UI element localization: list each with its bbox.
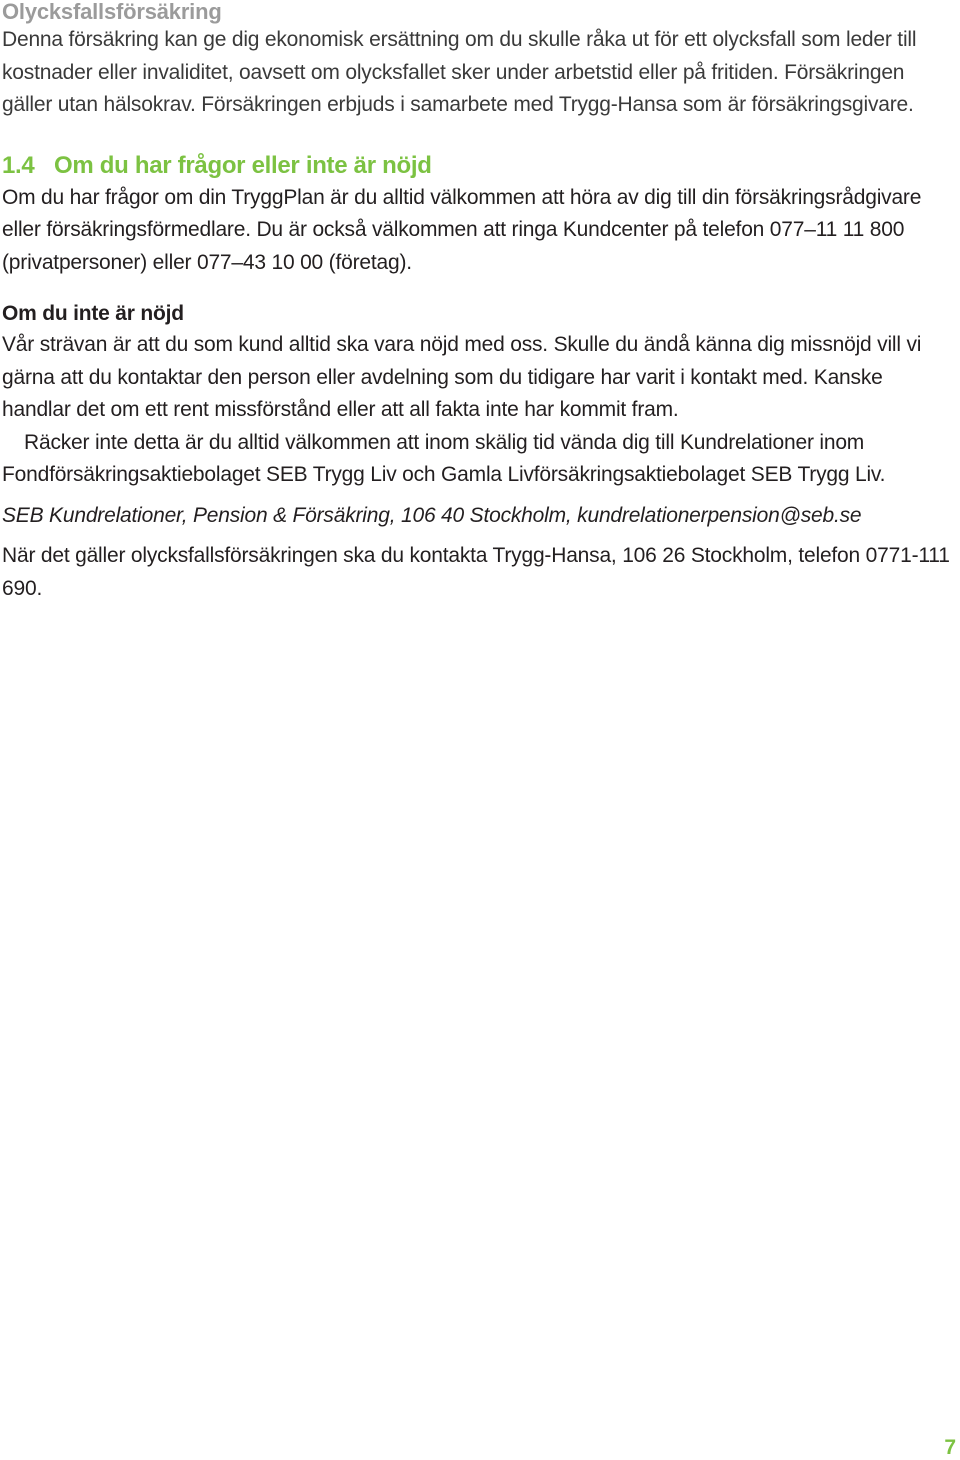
section-number: 1.4 [2,151,35,179]
not-satisfied-heading: Om du inte är nöjd [2,302,184,325]
section-title: Om du har frågor eller inte är nöjd [54,151,432,179]
insurance-body: Denna försäkring kan ge dig ekonomisk ersättning om du skulle råka ut för ett olycksfall som leder till kostnader eller invaliditet, oavsett om olycksfallet sker under arbetstid eller på fritiden. Försäkringen gäller utan hälsokrav. Försäkringen erbjuds i samarbete med Trygg-Hansa som är försäkringsgivare. [2,28,917,116]
insurance-heading: Olycksfallsförsäkring [2,0,222,24]
not-satisfied-paragraph-2: Räcker inte detta är du alltid välkommen att inom skälig tid vända dig till Kundrelationer inom Fondförsäkringsaktiebolaget SEB Trygg Liv och Gamla Livförsäkringsaktiebolaget SEB Trygg Liv. [2,430,886,486]
document-page [2,0,952,605]
page-number: 7 [944,1436,956,1459]
section-body: Om du har frågor om din TryggPlan är du alltid välkommen att höra av dig till din försäkringsrådgivare eller försäkringsförmedlare. Du är också välkommen att ringa Kundcenter på telefon 077–11 11 800 (privatpersoner) eller 077–43 10 00 (företag). [2,185,922,274]
not-satisfied-paragraph-1: Vår strävan är att du som kund alltid ska vara nöjd med oss. Skulle du ändå känna dig missnöjd vill vi gärna att du kontaktar den person eller avdelning som du tidigare har varit i kontakt med. Kanske handlar det om ett rent missförstånd eller att all fakta inte har kommit fram. [2,333,922,421]
accident-contact: När det gäller olycksfallsförsäkringen ska du kontakta Trygg-Hansa, 106 26 Stockholm, telefon 0771-111 690. [2,544,950,600]
section-heading [2,150,952,182]
seb-address: SEB Kundrelationer, Pension & Försäkring, 106 40 Stockholm, kundrelationerpension@seb.se [2,503,862,527]
